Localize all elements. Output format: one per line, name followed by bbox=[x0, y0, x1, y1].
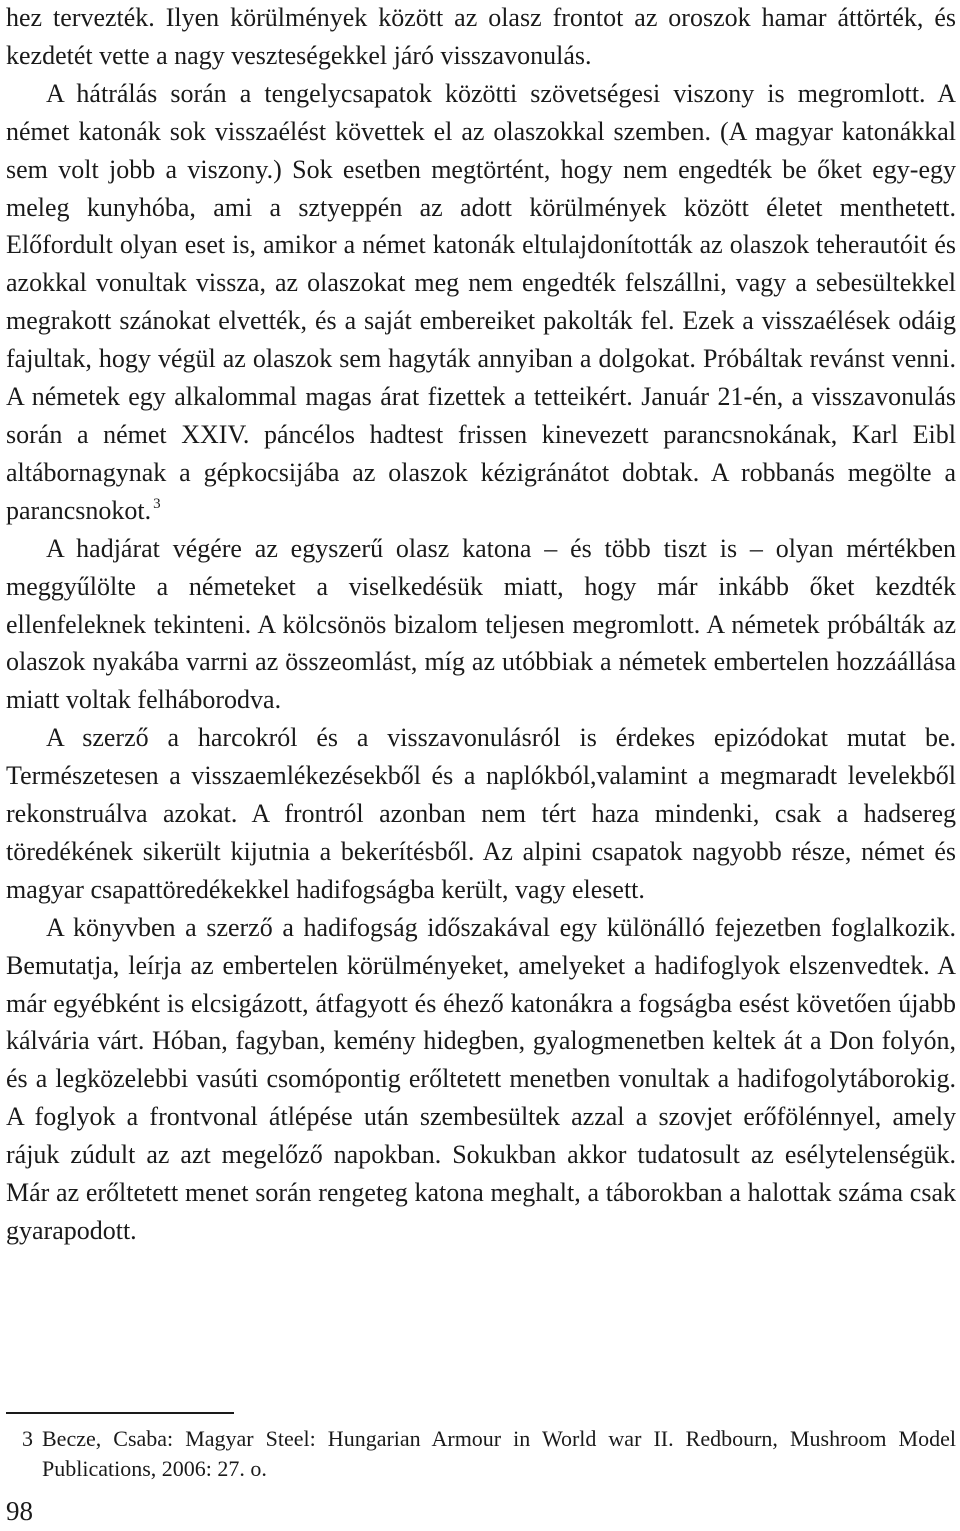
footnote bbox=[6, 1424, 956, 1484]
paragraph-5: A könyvben a szerző a hadifogság időszakával egy különálló fejezetben foglalkozik. Bemutatja, leírja az embertelen körülményeket, amelyeket a hadifoglyok elszenvedtek. A már egyébként is elcsigázott, átfagyott és éhező katonákra a fogságba esést követően újabb kálvária várt. Hóban, fagyban, kemény hidegben, gyalogmenetben keltek át a Don folyón, és a legközelebbi vasúti csomópontig erőltetett menetben vonultak a hadifogolytáborokig. A foglyok a frontvonal átlépése után szembesültek azzal a szovjet erőfölénnyel, amely rájuk zúdult az azt megelőző napokban. Sokukban akkor tudatosult az esélytelenségük. Már az erőltetett menet során rengeteg katona meghalt, a táborokban a halottak száma csak gyarapodott. bbox=[6, 912, 956, 1245]
footnote-number: 3 bbox=[22, 1426, 33, 1451]
footnote-reference[interactable]: 3 bbox=[153, 495, 161, 512]
page-number: 98 bbox=[6, 1496, 33, 1526]
paragraph-4: A szerző a harcokról és a visszavonulásról is érdekes epizódokat mutat be. Természetesen a visszaemlékezésekből és a naplókból,valamint a megmaradt levelekből rekonstruálva azokat. A frontról azonban nem tért haza mindenki, csak a hadsereg töredékének sikerült kijutnia a bekerítésből. Az alpini csapatok nagyobb része, német és magyar csapattöredékekkel hadifogságba került, vagy elesett. bbox=[6, 723, 956, 904]
footnote-text: Becze, Csaba: Magyar Steel: Hungarian Armour in World war II. Redbourn, Mushroom Model Publications, 2006: 27. o. bbox=[42, 1426, 956, 1481]
paragraph-2 bbox=[6, 75, 956, 530]
page-body bbox=[6, 0, 956, 1250]
paragraph-1: hez tervezték. Ilyen körülmények között az olasz frontot az oroszok hamar áttörték, és kezdetét vette a nagy veszteségekkel járó visszavonulás. bbox=[6, 3, 956, 70]
footnote-separator bbox=[6, 1412, 234, 1414]
paragraph-3: A hadjárat végére az egyszerű olasz katona – és több tiszt is – olyan mértékben meggyűlölte a németeket a viselkedésük miatt, hogy már inkább őket kezdték ellenfeleknek tekinteni. A kölcsönös bizalom teljesen megromlott. A németek próbálták az olaszok nyakába varrni az összeomlást, míg az utóbbiak a németek embertelen hozzáállása miatt voltak felháborodva. bbox=[6, 533, 956, 715]
paragraph-2-text: A hátrálás során a tengelycsapatok közötti szövetségesi viszony is megromlott. A német katonák sok visszaélést követtek el az olaszokkal szemben. (A magyar katonákkal sem volt jobb a viszony.) Sok esetben megtörtént, hogy nem engedték be őket egy-egy meleg kunyhóba, ami a sztyeppén az adott körülmények között életet menthetett. Előfordult olyan eset is, amikor a német katonák eltulajdonították az olaszok teherautóit és azokkal vonultak vissza, az olaszokat meg nem engedték felszállni, vagy a sebesültekkel megrakott szánokat elvették, és a saját embereiket pakolták fel. Ezek a visszaélések odáig fajultak, hogy végül az olaszok sem hagyták annyiban a dolgokat. Próbáltak revánst venni. A németek egy alkalommal magas árat fizettek a tetteikért. Január 21-én, a visszavonulás során a német XXIV. páncélos hadtest frissen kinevezett parancsnokának, Karl Eibl altábornagynak a gépkocsijába az olaszok kézigránátot dobtak. A robbanás megölte a parancsnokot. bbox=[6, 78, 956, 525]
